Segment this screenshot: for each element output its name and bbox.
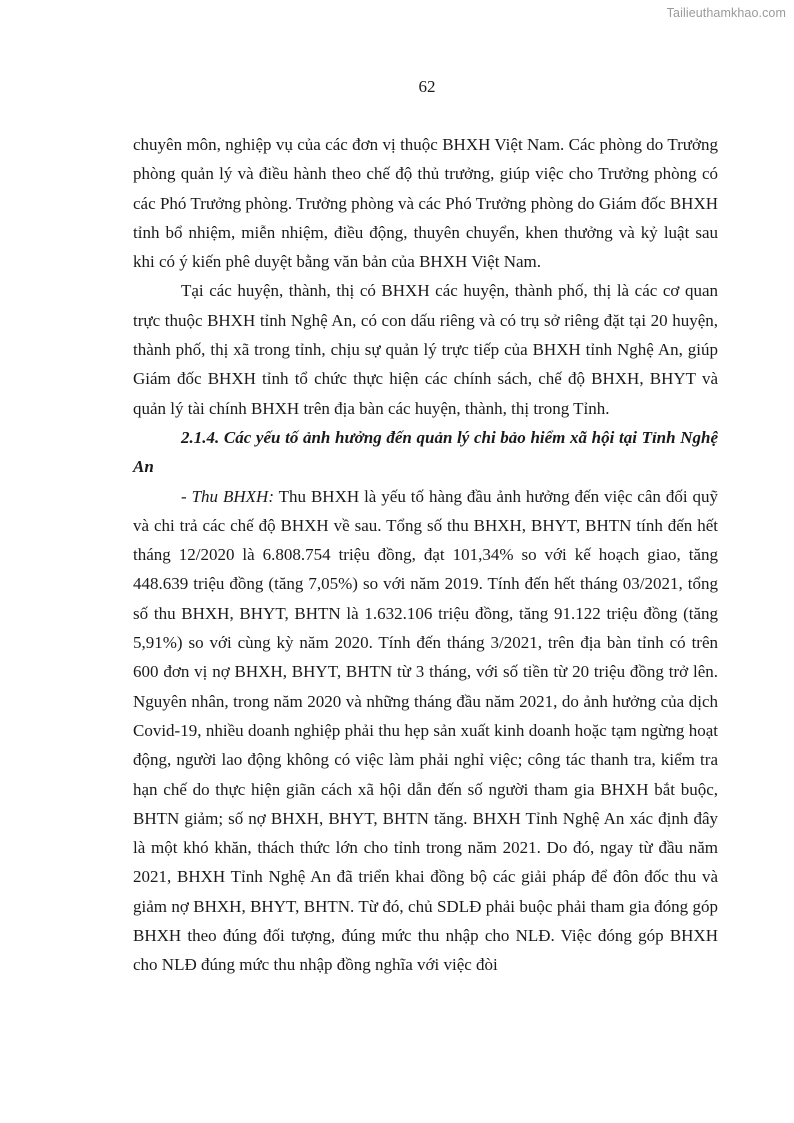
- paragraph-lead-in: - Thu BHXH:: [181, 486, 274, 506]
- paragraph-district-offices: Tại các huyện, thành, thị có BHXH các huyện, thành phố, thị là các cơ quan trực thuộc BHXH tỉnh Nghệ An, có con dấu riêng và có trụ sở riêng đặt tại 20 huyện, thành phố, thị xã trong tỉnh, chịu sự quản lý trực tiếp của BHXH tỉnh Nghệ An, giúp Giám đốc BHXH tỉnh tổ chức thực hiện các chính sách, chế độ BHXH, BHYT và quản lý tài chính BHXH trên địa bàn các huyện, thành, thị trong Tỉnh.: [133, 281, 718, 418]
- paragraph-thu-bhxh: [133, 482, 718, 980]
- document-body: [133, 130, 718, 980]
- paragraph-continuation: chuyên môn, nghiệp vụ của các đơn vị thuộc BHXH Việt Nam. Các phòng do Trưởng phòng quản lý và điều hành theo chế độ thủ trưởng, giúp việc cho Trưởng phòng có các Phó Trưởng phòng. Trưởng phòng và các Phó Trưởng phòng do Giám đốc BHXH tỉnh bổ nhiệm, miễn nhiệm, điều động, thuyên chuyển, khen thưởng và kỷ luật sau khi có ý kiến phê duyệt bằng văn bản của BHXH Việt Nam.: [133, 135, 718, 272]
- section-heading: 2.1.4. Các yếu tố ảnh hưởng đến quản lý chi bảo hiểm xã hội tại Tỉnh Nghệ An: [133, 427, 718, 477]
- watermark: Tailieuthamkhao.com: [666, 6, 786, 20]
- page-number: 62: [418, 77, 436, 96]
- paragraph-body: Thu BHXH là yếu tố hàng đầu ảnh hưởng đến việc cân đối quỹ và chi trả các chế độ BHXH về sau. Tổng số thu BHXH, BHYT, BHTN tính đến hết tháng 12/2020 là 6.808.754 triệu đồng, đạt 101,34% so với kế hoạch giao, tăng 448.639 triệu đồng (tăng 7,05%) so với năm 2019. Tính đến hết tháng 03/2021, tổng số thu BHXH, BHYT, BHTN là 1.632.106 triệu đồng, tăng 91.122 triệu đồng (tăng 5,91%) so với cùng kỳ năm 2020. Tính đến tháng 3/2021, trên địa bàn tỉnh có trên 600 đơn vị nợ BHXH, BHYT, BHTN từ 3 tháng, với số tiền từ 20 triệu đồng trở lên. Nguyên nhân, trong năm 2020 và những tháng đầu năm 2021, do ảnh hưởng của dịch Covid-19, nhiều doanh nghiệp phải thu hẹp sản xuất kinh doanh hoặc tạm ngừng hoạt động, người lao động không có việc làm phải nghỉ việc; công tác thanh tra, kiểm tra hạn chế do thực hiện giãn cách xã hội dẫn đến số người tham gia BHXH bắt buộc, BHTN giảm; số nợ BHXH, BHYT, BHTN tăng. BHXH Tỉnh Nghệ An xác định đây là một khó khăn, thách thức lớn cho tỉnh trong năm 2021. Do đó, ngay từ đầu năm 2021, BHXH Tỉnh Nghệ An đã triển khai đồng bộ các giải pháp để đôn đốc thu và giảm nợ BHXH, BHYT, BHTN. Từ đó, chủ SDLĐ phải buộc phải tham gia đóng góp BHXH theo đúng đối tượng, đúng mức thu nhập cho NLĐ. Việc đóng góp BHXH cho NLĐ đúng mức thu nhập đồng nghĩa với việc đòi: [133, 486, 719, 975]
